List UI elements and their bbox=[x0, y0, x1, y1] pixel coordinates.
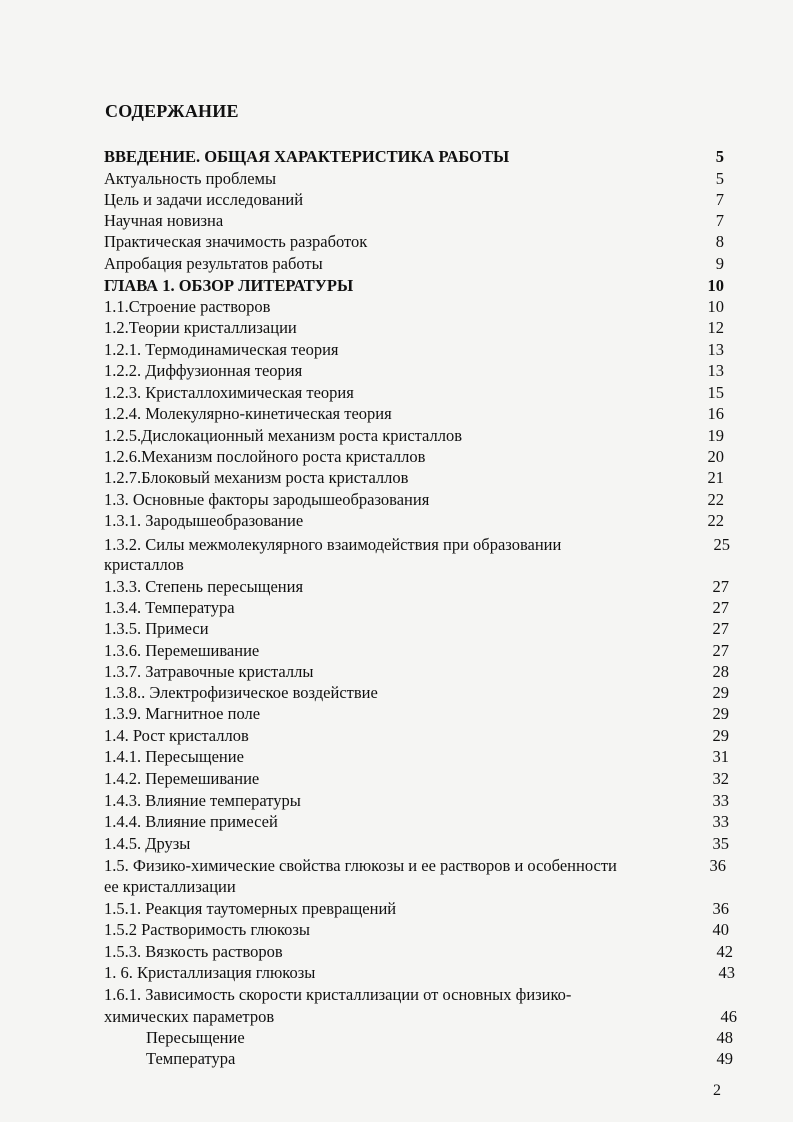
toc-entry-title: 1.5.2 Растворимость глюкозы bbox=[104, 920, 310, 939]
toc-entry-page: 10 bbox=[707, 276, 724, 295]
toc-entry-page: 42 bbox=[716, 942, 733, 961]
toc-entry-title: 1.2.3. Кристаллохимическая теория bbox=[104, 383, 354, 402]
toc-entry-title: 1.3.1. Зародышеобразование bbox=[104, 511, 304, 530]
toc-entry-title: 1.2.1. Термодинамическая теория bbox=[104, 340, 339, 359]
toc-entry bbox=[104, 1027, 733, 1049]
toc-entry-page: 43 bbox=[718, 963, 735, 982]
page-title: СОДЕРЖАНИЕ bbox=[105, 101, 239, 121]
toc-entry bbox=[104, 403, 724, 425]
toc-entry-page: 27 bbox=[712, 598, 729, 617]
toc-entry-page: 22 bbox=[707, 511, 724, 530]
toc-entry-page: 5 bbox=[715, 147, 724, 166]
toc-entry bbox=[104, 146, 724, 168]
toc-entry-page: 28 bbox=[712, 662, 729, 681]
toc-entry-page: 31 bbox=[712, 747, 729, 766]
toc-entry-page: 29 bbox=[712, 704, 729, 723]
toc-entry bbox=[104, 618, 729, 640]
toc-entry-title: Пересыщение bbox=[146, 1028, 245, 1047]
toc-entry-page: 20 bbox=[707, 447, 724, 466]
toc-entry-page: 27 bbox=[712, 619, 729, 638]
toc-entry-title: 1.3.2. Силы межмолекулярного взаимодействия при образовании bbox=[104, 535, 562, 554]
toc-entry bbox=[104, 962, 735, 984]
toc-entry-title: 1.1.Строение растворов bbox=[104, 297, 271, 316]
toc-entry bbox=[104, 360, 724, 382]
toc-entry bbox=[104, 489, 724, 511]
toc-entry bbox=[104, 833, 729, 855]
toc-entry bbox=[104, 703, 729, 725]
toc-entry-title: ГЛАВА 1. ОБЗОР ЛИТЕРАТУРЫ bbox=[104, 276, 354, 295]
toc-entry bbox=[104, 984, 724, 1006]
toc-entry bbox=[104, 467, 724, 489]
toc-entry bbox=[104, 1048, 733, 1070]
toc-entry-page: 25 bbox=[713, 535, 730, 554]
toc-entry bbox=[104, 597, 729, 619]
toc-entry-title: 1.4.4. Влияние примесей bbox=[104, 812, 278, 831]
toc-entry-title: 1.2.2. Диффузионная теория bbox=[104, 361, 303, 380]
toc-entry-title: кристаллов bbox=[104, 555, 184, 574]
toc-entry-title: ее кристаллизации bbox=[104, 877, 236, 896]
toc-entry-page: 7 bbox=[715, 211, 724, 230]
toc-entry bbox=[104, 189, 724, 211]
toc-entry bbox=[104, 768, 729, 790]
toc-entry-title: 1.3.9. Магнитное поле bbox=[104, 704, 261, 723]
toc-entry-page: 21 bbox=[707, 468, 724, 487]
toc-entry bbox=[104, 919, 729, 941]
toc-entry bbox=[104, 446, 724, 468]
toc-entry bbox=[104, 425, 724, 447]
toc-entry-title: 1.4.3. Влияние температуры bbox=[104, 791, 301, 810]
toc-entry-title: Практическая значимость разработок bbox=[104, 232, 368, 251]
toc-entry bbox=[104, 855, 724, 877]
toc-entry-title: 1.5.3. Вязкость растворов bbox=[104, 942, 283, 961]
toc-entry-title: Температура bbox=[146, 1049, 236, 1068]
toc-entry bbox=[104, 876, 724, 898]
toc-entry-title: Актуальность проблемы bbox=[104, 169, 277, 188]
toc-entry-title: 1.2.7.Блоковый механизм роста кристаллов bbox=[104, 468, 409, 487]
toc-entry-title: Апробация результатов работы bbox=[104, 254, 323, 273]
toc-entry-page: 22 bbox=[707, 490, 724, 509]
toc-entry-page: 29 bbox=[712, 683, 729, 702]
toc-entry bbox=[104, 811, 729, 833]
toc-entry-title: 1.6.1. Зависимость скорости кристаллизации от основных физико- bbox=[104, 985, 572, 1004]
toc-entry-title: Научная новизна bbox=[104, 211, 224, 230]
toc-entry bbox=[104, 231, 724, 253]
toc-entry-title: 1.2.6.Механизм послойного роста кристаллов bbox=[104, 447, 426, 466]
toc-entry bbox=[104, 253, 724, 275]
toc-entry-page: 12 bbox=[707, 318, 724, 337]
toc-entry bbox=[104, 168, 724, 190]
toc-entry-page: 36 bbox=[709, 856, 726, 875]
toc-entry bbox=[104, 576, 729, 598]
toc-entry-page: 33 bbox=[712, 812, 729, 831]
toc-entry bbox=[104, 790, 729, 812]
toc-entry-title: 1.5.1. Реакция таутомерных превращений bbox=[104, 899, 397, 918]
toc-entry-title: 1.2.4. Молекулярно-кинетическая теория bbox=[104, 404, 392, 423]
toc-entry-page: 9 bbox=[715, 254, 724, 273]
toc-entry-page: 7 bbox=[715, 190, 724, 209]
toc-entry-page: 15 bbox=[707, 383, 724, 402]
toc-entry-title: 1. 6. Кристаллизация глюкозы bbox=[104, 963, 316, 982]
toc-entry-page: 29 bbox=[712, 726, 729, 745]
toc-entry bbox=[104, 554, 724, 576]
toc-entry-page: 33 bbox=[712, 791, 729, 810]
toc-entry-title: химических параметров bbox=[104, 1007, 275, 1026]
toc-entry-title: 1.2.5.Дислокационный механизм роста кристаллов bbox=[104, 426, 463, 445]
toc-entry bbox=[104, 898, 729, 920]
toc-entry bbox=[104, 725, 729, 747]
toc-entry-title: 1.4.2. Перемешивание bbox=[104, 769, 260, 788]
toc-entry bbox=[104, 941, 733, 963]
toc-entry-title: 1.3.8.. Электрофизическое воздействие bbox=[104, 683, 378, 702]
toc-entry-title: 1.2.Теории кристаллизации bbox=[104, 318, 297, 337]
toc-entry bbox=[104, 510, 724, 532]
toc-entry-page: 16 bbox=[707, 404, 724, 423]
toc-entry bbox=[104, 317, 724, 339]
toc-entry-page: 13 bbox=[707, 340, 724, 359]
toc-entry-page: 13 bbox=[707, 361, 724, 380]
toc-entry bbox=[104, 746, 729, 768]
toc-entry-page: 40 bbox=[712, 920, 729, 939]
toc-entry-page: 27 bbox=[712, 577, 729, 596]
toc-entry-page: 36 bbox=[712, 899, 729, 918]
toc-entry-title: 1.3.5. Примеси bbox=[104, 619, 209, 638]
toc-entry-page: 10 bbox=[707, 297, 724, 316]
toc-entry bbox=[104, 682, 729, 704]
toc-entry-page: 8 bbox=[715, 232, 724, 251]
toc-entry-title: Цель и задачи исследований bbox=[104, 190, 304, 209]
toc-entry-title: 1.3.3. Степень пересыщения bbox=[104, 577, 304, 596]
toc-entry-title: 1.3.4. Температура bbox=[104, 598, 235, 617]
page-number: 2 bbox=[713, 1082, 721, 1099]
toc-entry bbox=[104, 210, 724, 232]
toc-entry-title: 1.4.1. Пересыщение bbox=[104, 747, 244, 766]
toc-entry-page: 27 bbox=[712, 641, 729, 660]
toc-entry bbox=[104, 382, 724, 404]
toc-entry bbox=[104, 296, 724, 318]
toc-entry-page: 32 bbox=[712, 769, 729, 788]
toc-entry-page: 48 bbox=[716, 1028, 733, 1047]
toc-entry bbox=[104, 275, 724, 297]
toc-entry bbox=[104, 661, 729, 683]
toc-entry-page: 46 bbox=[720, 1007, 737, 1026]
toc-entry bbox=[104, 534, 730, 556]
toc-entry-title: 1.5. Физико-химические свойства глюкозы и ее растворов и особенности bbox=[104, 856, 617, 875]
toc-entry-page: 35 bbox=[712, 834, 729, 853]
toc-entry-page: 19 bbox=[707, 426, 724, 445]
toc-entry-title: 1.3. Основные факторы зародышеобразования bbox=[104, 490, 430, 509]
toc-entry-page: 5 bbox=[715, 169, 724, 188]
toc-entry bbox=[104, 640, 729, 662]
toc-entry-title: ВВЕДЕНИЕ. ОБЩАЯ ХАРАКТЕРИСТИКА РАБОТЫ bbox=[104, 147, 510, 166]
toc-entry bbox=[104, 339, 724, 361]
toc-entry-title: 1.3.6. Перемешивание bbox=[104, 641, 260, 660]
toc-entry-title: 1.4. Рост кристаллов bbox=[104, 726, 249, 745]
toc-entry-title: 1.4.5. Друзы bbox=[104, 834, 191, 853]
toc-entry-title: 1.3.7. Затравочные кристаллы bbox=[104, 662, 314, 681]
toc-entry bbox=[104, 1006, 737, 1028]
toc-entry-page: 49 bbox=[716, 1049, 733, 1068]
